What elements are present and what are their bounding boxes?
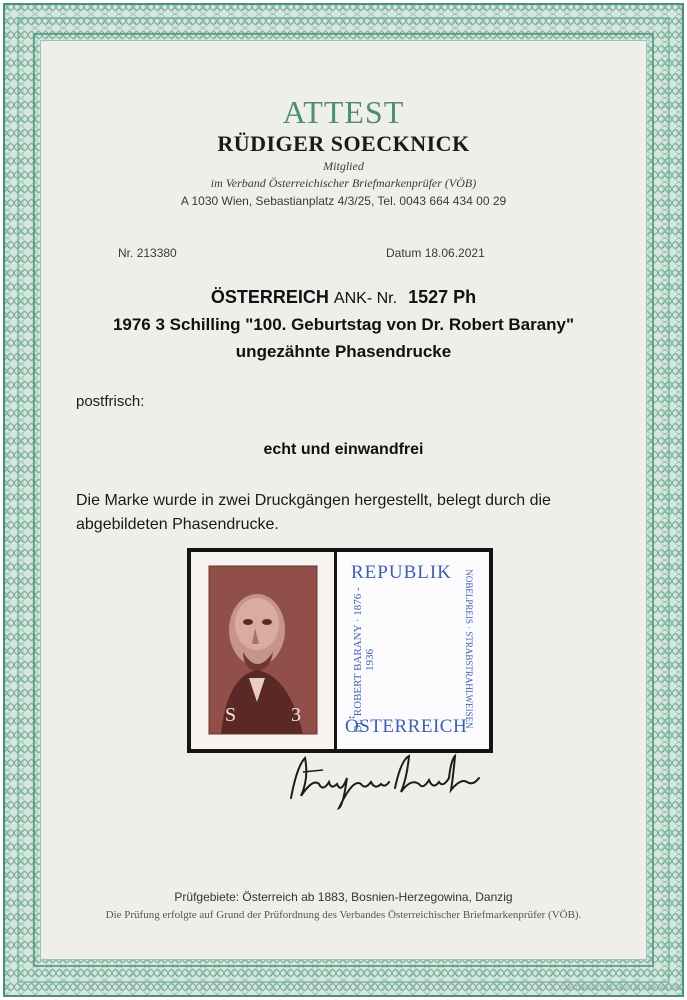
condition-text: postfrisch: [76, 393, 145, 410]
stamp-bottom-inscription: ÖSTERREICH [345, 716, 468, 737]
stamp-left-inscription: Dr. ROBERT BARANY · 1876 - 1936 [352, 587, 376, 733]
certificate-title: ATTEST [282, 94, 405, 130]
remark-line-1: Die Marke wurde in zwei Druckgängen hergestellt, belegt durch die [76, 492, 551, 509]
stamp-right-inscription: NOBELPREIS · STRABSTRAHLWEISEN [464, 569, 474, 729]
examination-scope: Prüfgebiete: Österreich ab 1883, Bosnien-Herzegowina, Danzig [174, 890, 513, 904]
item-description: 1976 3 Schilling "100. Geburtstag von Dr. Robert Barany" [112, 315, 575, 334]
certificate-number [118, 246, 177, 260]
issuer-address: A 1030 Wien, Sebastianplatz 4/3/25, Tel. 0043 664 434 00 29 [180, 194, 507, 208]
country-name: ÖSTERREICH [210, 287, 329, 307]
issuer-name: RÜDIGER SOECKNICK [217, 131, 470, 156]
nr-value: 213380 [136, 246, 177, 260]
stamp-currency: S [225, 704, 237, 726]
verdict-text: echt und einwandfrei [263, 441, 424, 458]
catalog-number: 1527 Ph [408, 287, 477, 307]
blue-phase-proof [337, 552, 489, 749]
association-name: im Verband Österreichischer Briefmarkenprüfer (VÖB) [210, 176, 477, 190]
item-heading [0, 287, 687, 308]
date-value: 18.06.2021 [424, 246, 485, 260]
stamp-value: 3 [291, 704, 301, 726]
brown-phase-proof [191, 552, 334, 749]
stamp-top-inscription: REPUBLIK [351, 562, 452, 583]
membership-label: Mitglied [323, 159, 364, 173]
printer-watermark: © ÖSTERREICHISCHE STAATSDRUCKEREI [560, 986, 684, 992]
remark-line-2: abgebildeten Phasendrucke. [76, 516, 279, 533]
item-variant: ungezähnte Phasendrucke [235, 342, 452, 361]
nr-label: Nr. [118, 246, 134, 260]
portrait-image [191, 552, 334, 749]
legal-notice: Die Prüfung erfolgte auf Grund der Prüfordnung des Verbandes Österreichischer Briefmarkenprüfer (VÖB). [105, 909, 582, 921]
stamp-proofs [187, 548, 493, 753]
date-label: Datum [386, 246, 422, 260]
examiner-signature [283, 748, 483, 810]
certificate-date [386, 246, 485, 260]
catalog-label: ANK- Nr. [333, 290, 398, 307]
